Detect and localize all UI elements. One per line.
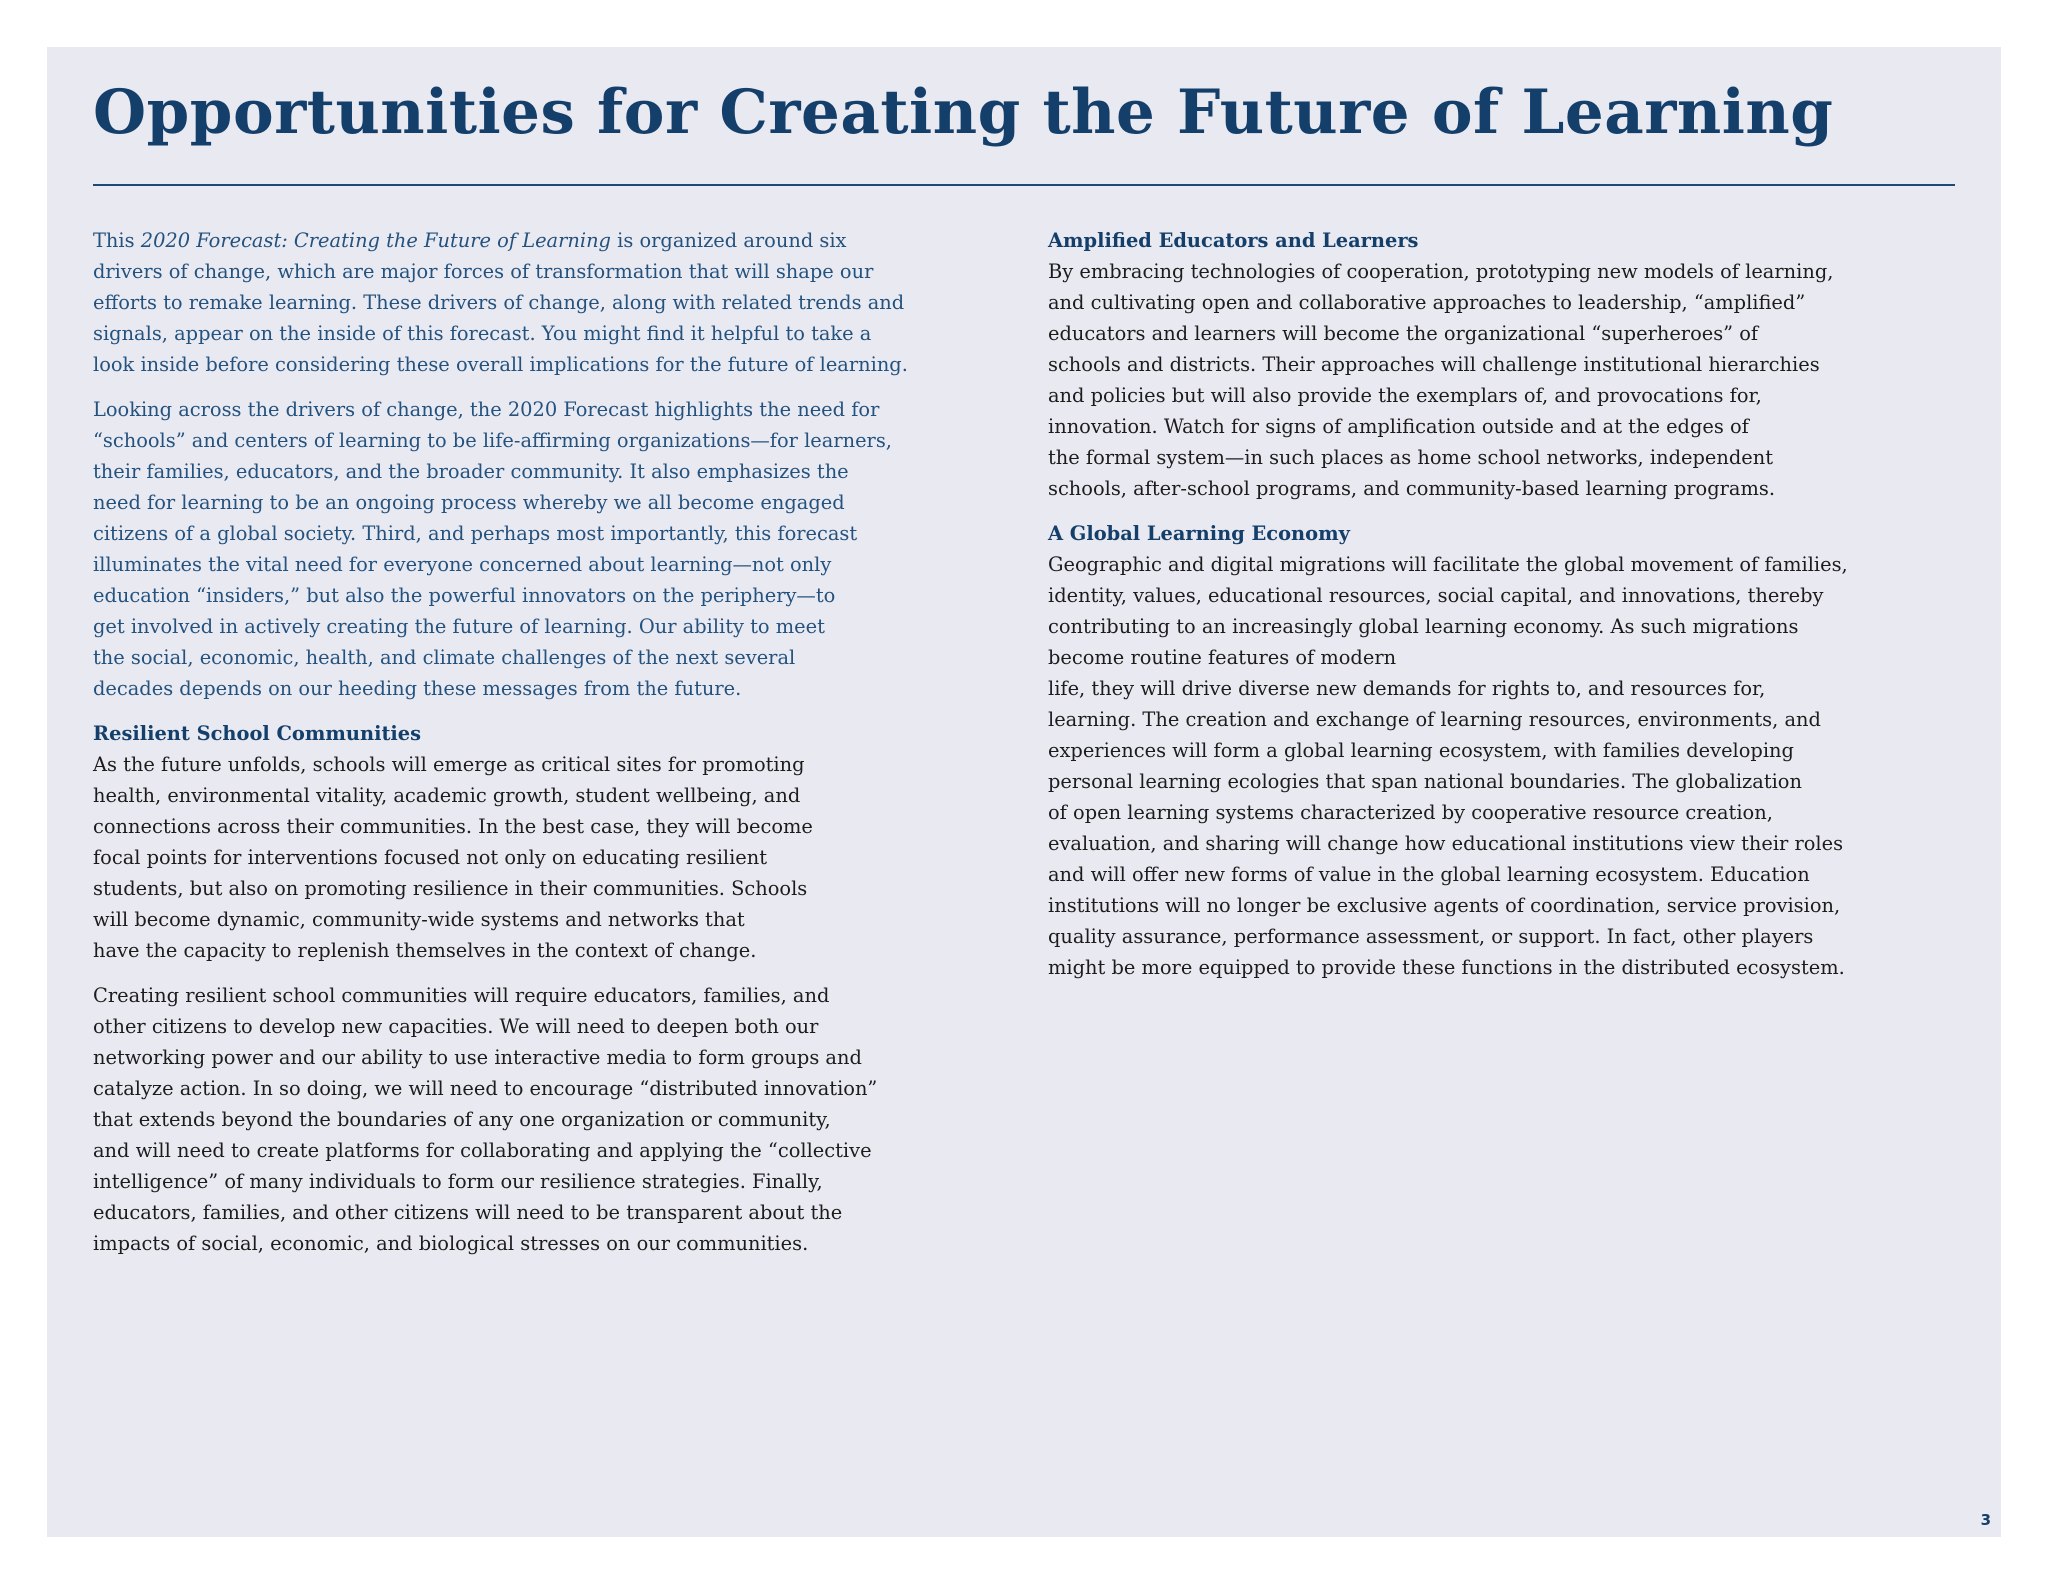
intro-prefix: This xyxy=(93,229,141,252)
global-learning-economy-paragraph xyxy=(1048,549,1968,983)
text-line: Looking across the drivers of change, the 2020 Forecast highlights the need for xyxy=(93,398,880,421)
text-line: focal points for interventions focused not only on educating resilient xyxy=(93,846,768,869)
intro-paragraph-1 xyxy=(93,225,1013,380)
text-line: impacts of social, economic, and biological stresses on our communities. xyxy=(93,1232,809,1255)
text-line: innovation. Watch for signs of amplification outside and at the edges of xyxy=(1048,415,1749,438)
text-line: schools, after-school programs, and community-based learning programs. xyxy=(1048,477,1775,500)
text-line: the formal system—in such places as home school networks, independent xyxy=(1048,446,1774,469)
text-line: catalyze action. In so doing, we will need to encourage “distributed innovation” xyxy=(93,1077,878,1100)
text-line: educators, families, and other citizens will need to be transparent about the xyxy=(93,1201,843,1224)
text-line: signals, appear on the inside of this forecast. You might find it helpful to take a xyxy=(93,322,872,345)
resilient-communities-paragraph-2 xyxy=(93,980,1013,1259)
text-line: and cultivating open and collaborative approaches to leadership, “amplified” xyxy=(1048,291,1806,314)
left-column xyxy=(93,225,1013,1273)
text-line: intelligence” of many individuals to form our resilience strategies. Finally, xyxy=(93,1170,823,1193)
document-page xyxy=(47,47,2001,1537)
intro-line-1-rest: is organized around six xyxy=(610,229,847,252)
text-line: and will need to create platforms for collaborating and applying the “collective xyxy=(93,1139,872,1162)
text-line: “schools” and centers of learning to be life-affirming organizations—for learners, xyxy=(93,429,892,452)
intro-paragraph-2 xyxy=(93,394,1013,704)
text-line: of open learning systems characterized by cooperative resource creation, xyxy=(1048,801,1773,824)
text-line: that extends beyond the boundaries of any one organization or community, xyxy=(93,1108,831,1131)
text-line: personal learning ecologies that span national boundaries. The globalization xyxy=(1048,770,1802,793)
text-line: contributing to an increasingly global learning economy. As such migrations xyxy=(1048,615,1799,638)
text-line: life, they will drive diverse new demands for rights to, and resources for, xyxy=(1048,677,1766,700)
title-divider xyxy=(93,184,1955,186)
text-line: evaluation, and sharing will change how educational institutions view their roles xyxy=(1048,832,1844,855)
text-line: their families, educators, and the broader community. It also emphasizes the xyxy=(93,460,849,483)
forecast-title-italic: 2020 Forecast: Creating the Future of Learning xyxy=(140,229,611,252)
resilient-communities-paragraph-1 xyxy=(93,749,1013,966)
text-line xyxy=(93,225,1013,256)
text-line: quality assurance, performance assessment, or support. In fact, other players xyxy=(1048,925,1814,948)
text-line: education “insiders,” but also the powerful innovators on the periphery—to xyxy=(93,584,836,607)
text-line: citizens of a global society. Third, and perhaps most importantly, this forecast xyxy=(93,522,858,545)
text-line: get involved in actively creating the future of learning. Our ability to meet xyxy=(93,615,825,638)
section-heading-global-learning-economy: A Global Learning Economy xyxy=(1048,522,1350,545)
section-heading-amplified-educators: Amplified Educators and Learners xyxy=(1048,229,1419,252)
text-line: As the future unfolds, schools will emerge as critical sites for promoting xyxy=(93,753,805,776)
text-line: become routine features of modern xyxy=(1048,646,1397,669)
text-line: efforts to remake learning. These drivers of change, along with related trends and xyxy=(93,291,905,314)
text-line: might be more equipped to provide these functions in the distributed ecosystem. xyxy=(1048,956,1845,979)
text-line: illuminates the vital need for everyone concerned about learning—not only xyxy=(93,553,832,576)
text-line: need for learning to be an ongoing process whereby we all become engaged xyxy=(93,491,845,514)
text-line: and policies but will also provide the exemplars of, and provocations for, xyxy=(1048,384,1762,407)
text-line: other citizens to develop new capacities. We will need to deepen both our xyxy=(93,1015,819,1038)
text-line: Creating resilient school communities will require educators, families, and xyxy=(93,984,830,1007)
text-line: Geographic and digital migrations will facilitate the global movement of families, xyxy=(1048,553,1848,576)
text-line: the social, economic, health, and climate challenges of the next several xyxy=(93,646,796,669)
page-title: Opportunities for Creating the Future of Learning xyxy=(93,77,1834,148)
page-number: 3 xyxy=(1980,1511,1991,1529)
text-line: health, environmental vitality, academic growth, student wellbeing, and xyxy=(93,784,801,807)
text-line: will become dynamic, community-wide systems and networks that xyxy=(93,908,745,931)
text-line: students, but also on promoting resilience in their communities. Schools xyxy=(93,877,808,900)
text-line: have the capacity to replenish themselves in the context of change. xyxy=(93,939,757,962)
text-line: experiences will form a global learning ecosystem, with families developing xyxy=(1048,739,1794,762)
section-heading-resilient-school-communities: Resilient School Communities xyxy=(93,722,422,745)
text-line: learning. The creation and exchange of learning resources, environments, and xyxy=(1048,708,1821,731)
text-line: By embracing technologies of cooperation, prototyping new models of learning, xyxy=(1048,260,1834,283)
text-line: connections across their communities. In the best case, they will become xyxy=(93,815,813,838)
text-line: drivers of change, which are major forces of transformation that will shape our xyxy=(93,260,874,283)
text-line: institutions will no longer be exclusive agents of coordination, service provision, xyxy=(1048,894,1841,917)
text-line: decades depends on our heeding these messages from the future. xyxy=(93,677,742,700)
text-line: schools and districts. Their approaches will challenge institutional hierarchies xyxy=(1048,353,1820,376)
text-line: identity, values, educational resources, social capital, and innovations, thereby xyxy=(1048,584,1824,607)
text-line: educators and learners will become the organizational “superheroes” of xyxy=(1048,322,1759,345)
amplified-educators-paragraph xyxy=(1048,256,1968,504)
right-column xyxy=(1048,225,1968,997)
text-line: networking power and our ability to use interactive media to form groups and xyxy=(93,1046,862,1069)
text-line: and will offer new forms of value in the global learning ecosystem. Education xyxy=(1048,863,1810,886)
text-line: look inside before considering these overall implications for the future of learning. xyxy=(93,353,908,376)
